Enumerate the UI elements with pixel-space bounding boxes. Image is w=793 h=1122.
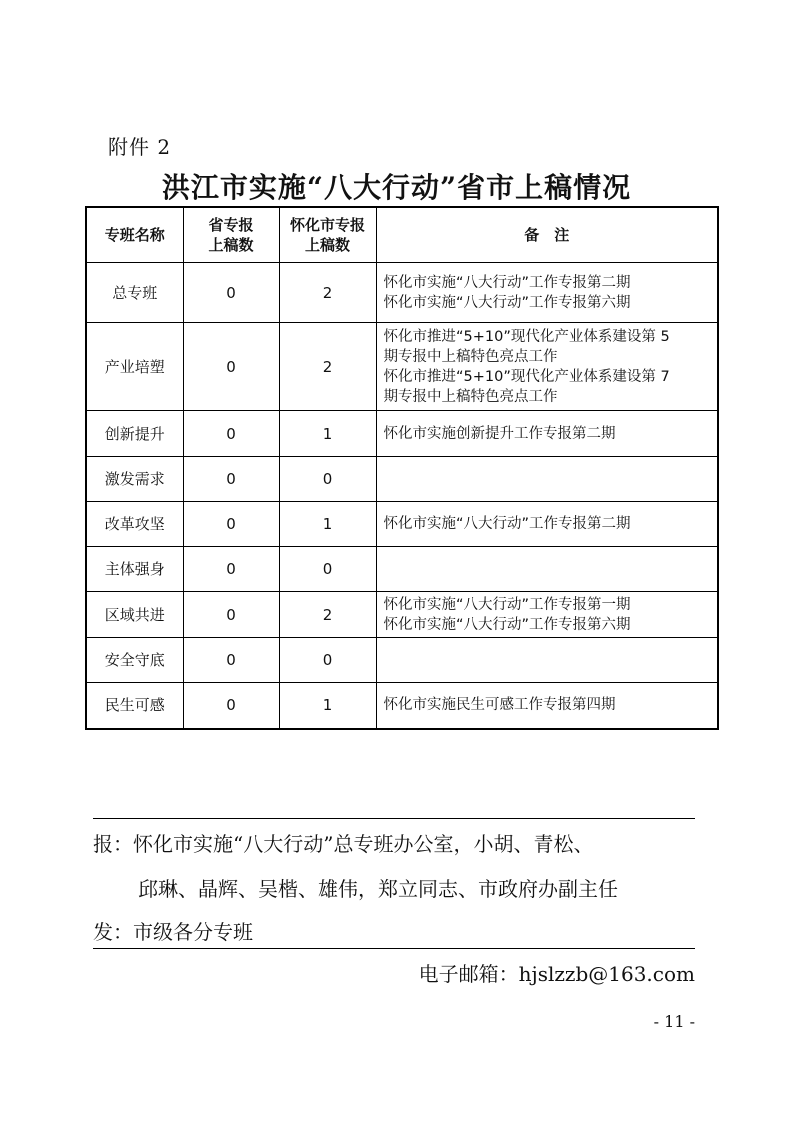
row-city-count: 2 — [279, 592, 376, 638]
row-province-count: 0 — [183, 683, 279, 729]
contact-email: 电子邮箱：hjslzzb@163.com — [418, 962, 695, 986]
attachment-label: 附件 2 — [108, 135, 172, 159]
remark-line: 怀化市实施“八大行动”工作专报第六期 — [383, 616, 631, 633]
header-city-count: 怀化市专报 上稿数 — [279, 207, 376, 263]
row-city-count: 1 — [279, 683, 376, 729]
send-to-line: 发：市级各分专班 — [93, 920, 253, 944]
row-remarks — [376, 638, 718, 683]
remark-line: 期专报中上稿特色亮点工作 — [383, 388, 558, 405]
row-province-count: 0 — [183, 323, 279, 411]
header-unit-name: 专班名称 — [86, 207, 183, 263]
row-unit-name: 总专班 — [86, 263, 183, 323]
row-province-count: 0 — [183, 411, 279, 457]
table-body — [86, 263, 718, 729]
row-remarks — [376, 323, 718, 411]
table-row — [86, 502, 718, 547]
remark-line: 怀化市实施“八大行动”工作专报第二期 — [383, 274, 631, 291]
remark-line: 期专报中上稿特色亮点工作 — [383, 348, 558, 365]
row-province-count: 0 — [183, 457, 279, 502]
row-remarks — [376, 592, 718, 638]
remark-line: 怀化市实施创新提升工作专报第二期 — [383, 425, 616, 442]
row-province-count: 0 — [183, 502, 279, 547]
header-remarks: 备 注 — [376, 207, 718, 263]
row-city-count: 1 — [279, 411, 376, 457]
row-province-count: 0 — [183, 547, 279, 592]
row-city-count: 0 — [279, 547, 376, 592]
table-row — [86, 323, 718, 411]
row-unit-name: 民生可感 — [86, 683, 183, 729]
page-number: - 11 - — [653, 1012, 695, 1031]
remark-line: 怀化市实施“八大行动”工作专报第六期 — [383, 294, 631, 311]
row-unit-name: 激发需求 — [86, 457, 183, 502]
row-province-count: 0 — [183, 638, 279, 683]
row-remarks — [376, 683, 718, 729]
row-unit-name: 创新提升 — [86, 411, 183, 457]
row-city-count: 2 — [279, 323, 376, 411]
table-row — [86, 638, 718, 683]
remark-line: 怀化市实施民生可感工作专报第四期 — [383, 697, 616, 714]
table-row — [86, 263, 718, 323]
row-unit-name: 改革攻坚 — [86, 502, 183, 547]
header-province-count: 省专报 上稿数 — [183, 207, 279, 263]
row-remarks — [376, 457, 718, 502]
remark-line: 怀化市实施“八大行动”工作专报第二期 — [383, 516, 631, 532]
table-row — [86, 592, 718, 638]
row-unit-name: 产业培塑 — [86, 323, 183, 411]
row-city-count: 0 — [279, 457, 376, 502]
row-city-count: 0 — [279, 638, 376, 683]
table-row — [86, 457, 718, 502]
divider-bottom — [93, 948, 695, 949]
row-remarks — [376, 502, 718, 547]
document-title: 洪江市实施“八大行动”省市上稿情况 — [161, 171, 632, 204]
divider-top — [93, 818, 695, 819]
remark-line: 怀化市推进“5+10”现代化产业体系建设第 5 — [383, 328, 670, 345]
row-remarks — [376, 263, 718, 323]
row-unit-name: 主体强身 — [86, 547, 183, 592]
row-province-count: 0 — [183, 263, 279, 323]
row-province-count: 0 — [183, 592, 279, 638]
row-city-count: 2 — [279, 263, 376, 323]
row-unit-name: 区域共进 — [86, 592, 183, 638]
table-row — [86, 547, 718, 592]
report-to-line-2: 邱琳、晶辉、吴楷、雄伟，郑立同志、市政府办副主任 — [138, 877, 618, 901]
row-remarks — [376, 547, 718, 592]
row-remarks — [376, 411, 718, 457]
row-city-count: 1 — [279, 502, 376, 547]
row-unit-name: 安全守底 — [86, 638, 183, 683]
report-to-line-1: 报：怀化市实施“八大行动”总专班办公室，小胡、青松、 — [93, 832, 594, 856]
table-row — [86, 683, 718, 729]
summary-table — [85, 206, 719, 730]
table-row — [86, 411, 718, 457]
table-header-row — [86, 207, 718, 263]
remark-line: 怀化市推进“5+10”现代化产业体系建设第 7 — [383, 368, 670, 385]
remark-line: 怀化市实施“八大行动”工作专报第一期 — [383, 596, 631, 613]
